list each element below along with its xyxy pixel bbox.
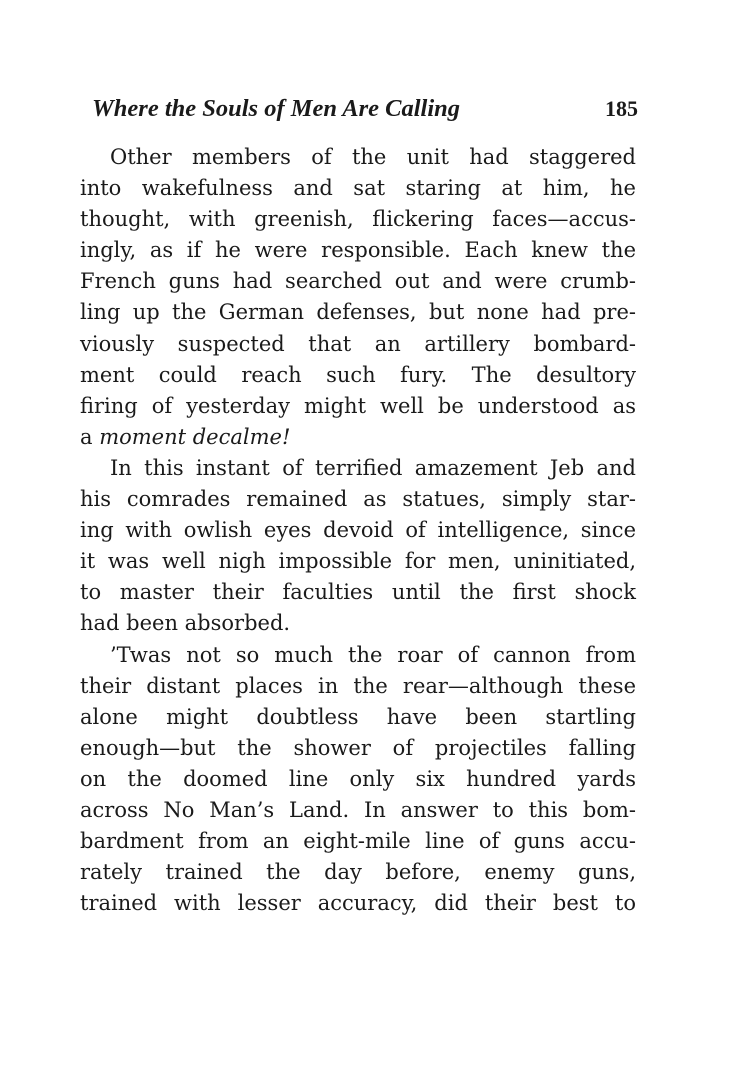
text-line-prefix: a bbox=[80, 424, 100, 449]
text-line: ’Twas not so much the roar of cannon from bbox=[110, 642, 636, 667]
text-line: rately trained the day before, enemy guns, bbox=[80, 860, 636, 885]
text-line: French guns had searched out and were crumb- bbox=[80, 269, 636, 294]
text-line: bardment from an eight-mile line of guns accu- bbox=[80, 829, 636, 854]
running-head bbox=[92, 92, 638, 128]
text-line: alone might doubtless have been startling bbox=[80, 704, 636, 729]
text-line: Other members of the unit had staggered bbox=[110, 145, 636, 169]
text-line: into wakefulness and sat staring at him, he bbox=[80, 176, 636, 201]
paragraph-2 bbox=[80, 453, 636, 640]
text-line: on the doomed line only six hundred yards bbox=[80, 766, 636, 791]
text-line: thought, with greenish, flickering faces—accus- bbox=[80, 207, 636, 232]
text-line: firing of yesterday might well be understood as bbox=[80, 393, 636, 418]
text-line: to master their faculties until the first shock bbox=[80, 580, 636, 605]
paragraph-3 bbox=[80, 640, 636, 920]
text-line: ment could reach such fury. The desultory bbox=[80, 362, 636, 387]
page-number: 185 bbox=[605, 96, 638, 121]
italic-phrase: moment decalme! bbox=[99, 424, 291, 449]
text-line: ingly, as if he were responsible. Each knew the bbox=[80, 238, 636, 263]
text-line: ing with owlish eyes devoid of intelligence, since bbox=[80, 518, 636, 543]
text-line: had been absorbed. bbox=[80, 611, 291, 636]
text-line: ling up the German defenses, but none had pre- bbox=[80, 300, 636, 325]
text-line: trained with lesser accuracy, did their best to bbox=[80, 891, 636, 916]
body-text bbox=[80, 142, 636, 919]
text-line: In this instant of terrified amazement Jeb and bbox=[110, 455, 636, 480]
text-line: enough—but the shower of projectiles falling bbox=[80, 735, 636, 760]
text-line: his comrades remained as statues, simply star- bbox=[80, 487, 636, 512]
running-title: Where the Souls of Men Are Calling bbox=[92, 95, 461, 122]
text-line: it was well nigh impossible for men, uninitiated, bbox=[80, 549, 636, 574]
text-line bbox=[80, 422, 636, 453]
text-line: their distant places in the rear—although these bbox=[80, 673, 636, 698]
text-line: viously suspected that an artillery bombard- bbox=[80, 331, 636, 356]
text-line: across No Man’s Land. In answer to this bom- bbox=[80, 797, 636, 822]
paragraph-1 bbox=[80, 142, 636, 453]
